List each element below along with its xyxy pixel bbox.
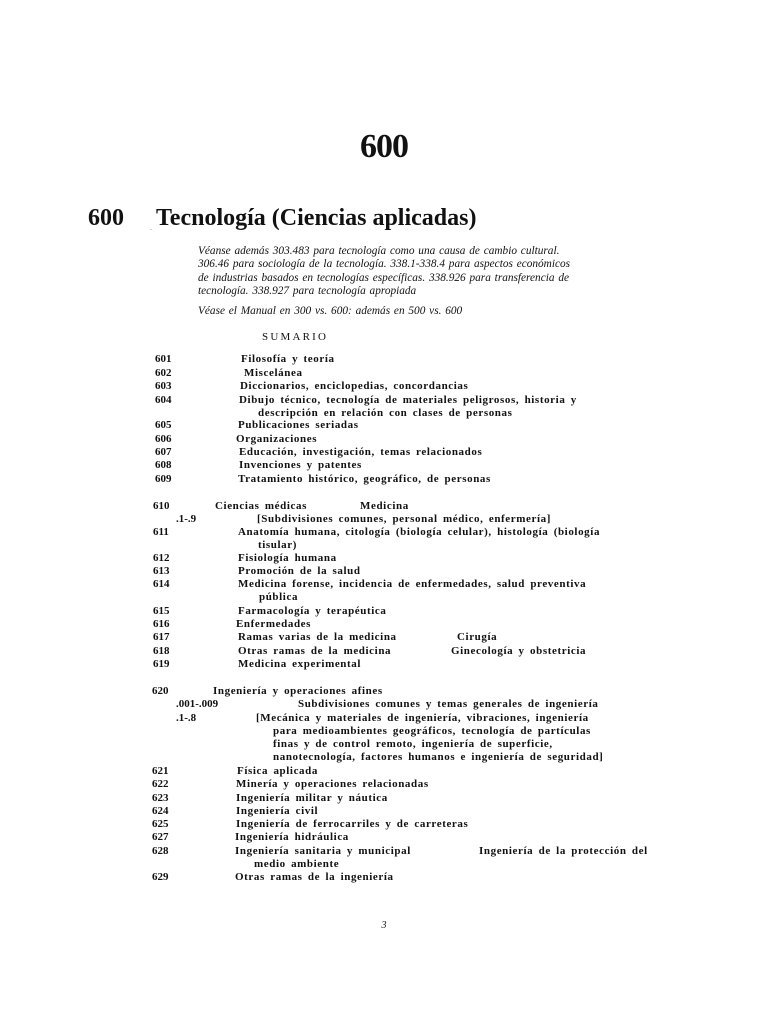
summary-number: 628 <box>152 845 169 857</box>
main-entry-number: 600 <box>88 205 124 231</box>
summary-text-continued: descripción en relación con clases de personas <box>258 407 513 419</box>
summary-number: 615 <box>153 605 170 617</box>
summary-text-continued: para medioambientes geográficos, tecnología de partículas <box>273 725 591 737</box>
summary-text: Ingeniería y operaciones afines <box>213 685 383 697</box>
summary-text: Enfermedades <box>236 618 312 630</box>
summary-text: Diccionarios, enciclopedias, concordancias <box>240 380 469 392</box>
summary-text: Medicina forense, incidencia de enfermedades, salud preventiva <box>238 578 587 590</box>
footer-page-number: 3 <box>381 920 387 931</box>
summary-number: 625 <box>152 818 169 830</box>
summary-text: [Subdivisiones comunes, personal médico, enfermería] <box>257 513 552 525</box>
see-also-note <box>198 245 678 298</box>
summary-text: Subdivisiones comunes y temas generales de ingeniería <box>298 698 599 710</box>
summary-number: 627 <box>152 831 169 843</box>
page-heading-number: 600 <box>360 128 408 165</box>
summary-number: 604 <box>155 394 172 406</box>
summary-text-extra: Medicina <box>360 500 409 512</box>
summary-number: .001-.009 <box>176 698 219 710</box>
summary-number: 624 <box>152 805 169 817</box>
summary-text: Otras ramas de la medicina <box>238 645 392 657</box>
summary-text: Educación, investigación, temas relacionados <box>239 446 483 458</box>
summary-text-extra: Cirugía <box>457 631 498 643</box>
summary-number: 601 <box>155 353 172 365</box>
summary-number: 610 <box>153 500 170 512</box>
summary-text: Miscelánea <box>244 367 303 379</box>
summary-text: Promoción de la salud <box>238 565 361 577</box>
main-entry-title: Tecnología (Ciencias aplicadas) <box>156 205 477 231</box>
summary-number: 616 <box>153 618 170 630</box>
summary-number: .1-.9 <box>176 513 197 525</box>
summary-text: Ingeniería civil <box>236 805 319 817</box>
see-also-line: de industrias basados en tecnologías específicas. 338.926 para transferencia de <box>198 271 569 284</box>
summary-text-extra: Ingeniería de la protección del <box>479 845 648 857</box>
summary-text: Física aplicada <box>237 765 318 777</box>
summary-number: 620 <box>152 685 169 697</box>
summary-text: Invenciones y patentes <box>239 459 362 471</box>
summary-number: 603 <box>155 380 172 392</box>
summary-text: [Mecánica y materiales de ingeniería, vibraciones, ingeniería <box>256 712 589 724</box>
summary-text-continued: finas y de control remoto, ingeniería de superficie, <box>273 738 553 750</box>
summary-number: .1-.8 <box>176 712 197 724</box>
summary-number: 623 <box>152 792 169 804</box>
see-also-line: Véanse además 303.483 para tecnología como una causa de cambio cultural. <box>198 245 560 257</box>
main-entry-marker: . <box>150 223 152 232</box>
summary-text: Medicina experimental <box>238 658 362 670</box>
summary-text: Farmacología y terapéutica <box>238 605 387 617</box>
summary-number: 608 <box>155 459 172 471</box>
summary-text: Ingeniería sanitaria y municipal <box>235 845 411 857</box>
summary-number: 629 <box>152 871 169 883</box>
summary-text: Ingeniería de ferrocarriles y de carreteras <box>236 818 469 830</box>
summary-number: 605 <box>155 419 172 431</box>
summary-number: 617 <box>153 631 170 643</box>
summary-number: 622 <box>152 778 169 790</box>
summary-text: Anatomía humana, citología (biología celular), histología (biología <box>238 526 601 538</box>
summary-text-continued: tisular) <box>258 539 298 551</box>
summary-text: Otras ramas de la ingeniería <box>235 871 394 883</box>
summary-text-continued: medio ambiente <box>254 858 340 870</box>
summary-text: Tratamiento histórico, geográfico, de personas <box>238 473 491 485</box>
summary-number: 621 <box>152 765 169 777</box>
summary-text: Ingeniería hidráulica <box>235 831 349 843</box>
summary-text: Filosofía y teoría <box>241 353 335 365</box>
summary-number: 614 <box>153 578 170 590</box>
summary-number: 606 <box>155 433 172 445</box>
summary-text: Publicaciones seriadas <box>238 419 359 431</box>
summary-text: Fisiología humana <box>238 552 337 564</box>
see-also-line: 306.46 para sociología de la tecnología. 338.1-338.4 para aspectos económicos <box>198 258 571 271</box>
summary-text-extra: Ginecología y obstetricia <box>451 645 587 657</box>
summary-text: Ingeniería militar y náutica <box>236 792 388 804</box>
summary-text: Dibujo técnico, tecnología de materiales peligrosos, historia y <box>239 394 577 406</box>
summary-number: 612 <box>153 552 170 564</box>
summary-number: 618 <box>153 645 170 657</box>
summary-text-continued: pública <box>259 591 299 603</box>
manual-note: Véase el Manual en 300 vs. 600: además en 500 vs. 600 <box>198 305 463 317</box>
summary-number: 602 <box>155 367 172 379</box>
sumario-label: SUMARIO <box>262 331 329 343</box>
summary-number: 613 <box>153 565 170 577</box>
summary-text-continued: nanotecnología, factores humanos e ingeniería de seguridad] <box>273 751 604 763</box>
summary-number: 611 <box>153 526 169 538</box>
summary-number: 619 <box>153 658 170 670</box>
summary-text: Organizaciones <box>236 433 318 445</box>
summary-number: 607 <box>155 446 172 458</box>
summary-text: Ciencias médicas <box>215 500 307 512</box>
summary-text: Minería y operaciones relacionadas <box>236 778 429 790</box>
see-also-line: tecnología. 338.927 para tecnología apropiada <box>198 284 417 297</box>
summary-text: Ramas varias de la medicina <box>238 631 397 643</box>
summary-number: 609 <box>155 473 172 485</box>
